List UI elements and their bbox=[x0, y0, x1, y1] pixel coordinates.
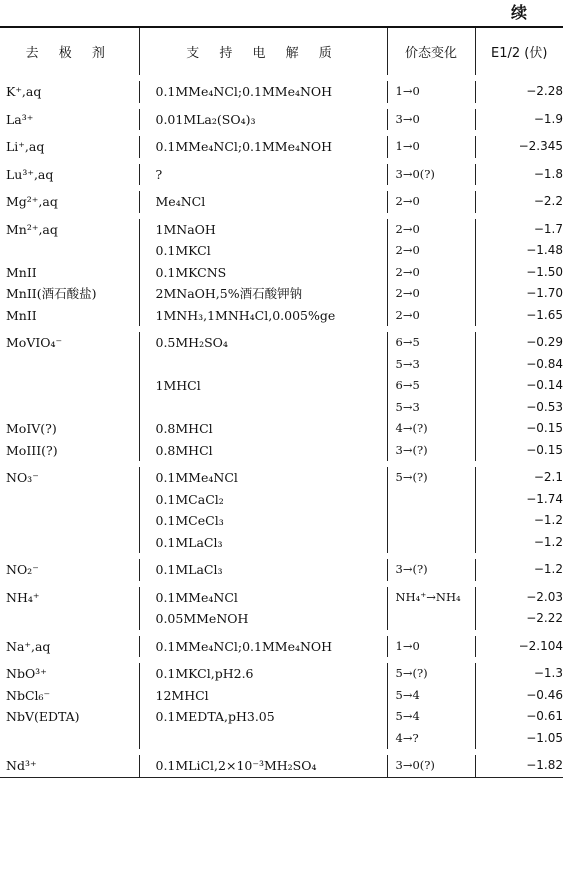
depolarizer-line: NO₂⁻ bbox=[6, 562, 39, 577]
cell-depolarizer bbox=[0, 188, 139, 216]
electrolyte-line: 0.1MLaCl₃ bbox=[155, 562, 223, 577]
cell-depolarizer bbox=[0, 584, 139, 633]
cell-e-half bbox=[475, 188, 563, 216]
depolarizer-line: MoIII(?) bbox=[6, 442, 58, 458]
electrolyte-line bbox=[156, 354, 387, 376]
cell-e-half bbox=[475, 633, 563, 661]
cell-electrolyte bbox=[139, 660, 387, 752]
valence-line: 2→0 bbox=[395, 221, 420, 236]
e-half-line: −0.15 bbox=[526, 442, 563, 457]
cell-valence bbox=[387, 161, 475, 189]
table-row bbox=[0, 660, 563, 752]
table-row bbox=[0, 106, 563, 134]
cell-depolarizer bbox=[0, 556, 139, 584]
valence-line: 4→? bbox=[395, 730, 419, 745]
valence-line: 2→0 bbox=[395, 194, 420, 208]
valence-line: 3→0(?) bbox=[395, 758, 435, 772]
e-half-line: −1.2 bbox=[533, 562, 563, 576]
electrolyte-line: 0.1MMe₄NCl bbox=[155, 589, 238, 605]
valence-line: 1→0 bbox=[395, 84, 420, 98]
table-row bbox=[0, 584, 563, 633]
valence-line: 6→5 bbox=[395, 378, 420, 392]
cell-valence bbox=[387, 584, 475, 633]
electrolyte-line: 0.5MH₂SO₄ bbox=[155, 335, 228, 350]
electrolyte-line: 0.1MEDTA,pH3.05 bbox=[155, 709, 275, 724]
electrolyte-line: 1MHCl bbox=[155, 378, 201, 393]
table-row-group bbox=[0, 633, 563, 661]
valence-line: 5→3 bbox=[395, 356, 420, 371]
depolarizer-line: Li⁺,aq bbox=[6, 139, 45, 154]
depolarizer-line: La³⁺ bbox=[6, 111, 34, 127]
table-row bbox=[0, 78, 563, 106]
cell-valence bbox=[387, 188, 475, 216]
table-row-group bbox=[0, 464, 563, 556]
e-half-line: −0.84 bbox=[526, 356, 563, 371]
table-row-group bbox=[0, 133, 563, 161]
electrolyte-line: 0.1MMe₄NCl;0.1MMe₄NOH bbox=[155, 84, 333, 99]
electrolyte-line: 0.1MCeCl₃ bbox=[155, 513, 224, 528]
e-half-line: −1.50 bbox=[526, 264, 563, 279]
valence-line: 3→(?) bbox=[395, 442, 428, 457]
valence-line: 4→(?) bbox=[395, 421, 428, 435]
valence-line: NH₄⁺→NH₄ bbox=[395, 589, 461, 604]
cell-depolarizer bbox=[0, 161, 139, 189]
table-row-group bbox=[0, 188, 563, 216]
depolarizer-line: Nd³⁺ bbox=[6, 758, 37, 773]
electrolyte-line: 0.1MMe₄NCl;0.1MMe₄NOH bbox=[155, 139, 333, 154]
depolarizer-line: Lu³⁺,aq bbox=[6, 166, 54, 182]
depolarizer-line: MnII bbox=[6, 307, 37, 323]
e-half-line: −2.28 bbox=[526, 84, 563, 98]
table-row-group bbox=[0, 216, 563, 330]
table-row bbox=[0, 133, 563, 161]
cell-depolarizer bbox=[0, 660, 139, 752]
cell-depolarizer bbox=[0, 106, 139, 134]
cell-valence bbox=[387, 133, 475, 161]
table-row bbox=[0, 161, 563, 189]
header-depolarizer: 去 极 剂 bbox=[0, 27, 139, 78]
cell-e-half bbox=[475, 660, 563, 752]
depolarizer-line bbox=[6, 354, 139, 376]
e-half-line: −2.104 bbox=[518, 638, 563, 653]
e-half-line: −0.14 bbox=[526, 378, 563, 392]
table-row bbox=[0, 329, 563, 464]
cell-depolarizer bbox=[0, 78, 139, 106]
table-row bbox=[0, 633, 563, 661]
valence-line: 2→0 bbox=[395, 243, 420, 257]
electrolyte-line: ? bbox=[155, 166, 163, 182]
valence-line: 1→0 bbox=[395, 139, 420, 153]
table-row-group bbox=[0, 584, 563, 633]
e-half-line: −1.74 bbox=[526, 491, 563, 506]
valence-line: 5→3 bbox=[395, 399, 420, 414]
valence-line: 3→(?) bbox=[395, 562, 428, 576]
table-row bbox=[0, 752, 563, 777]
header-electrolyte: 支 持 电 解 质 bbox=[139, 27, 387, 78]
e-half-line: −1.3 bbox=[533, 666, 563, 680]
depolarizer-line bbox=[6, 240, 139, 262]
table-row bbox=[0, 216, 563, 330]
cell-electrolyte bbox=[139, 133, 387, 161]
cell-e-half bbox=[475, 464, 563, 556]
depolarizer-line: MoVIO₄⁻ bbox=[6, 335, 63, 350]
table-row bbox=[0, 188, 563, 216]
valence-line: 3→0(?) bbox=[395, 166, 435, 181]
electrolyte-line: 0.05MMeNOH bbox=[155, 611, 249, 626]
e-half-line: −1.8 bbox=[533, 166, 563, 181]
electrolyte-line: 0.8MHCl bbox=[155, 442, 213, 458]
depolarizer-line: NO₃⁻ bbox=[6, 470, 39, 485]
valence-line: 5→(?) bbox=[395, 470, 428, 484]
e-half-line: −0.15 bbox=[526, 421, 563, 435]
electrolyte-line bbox=[156, 397, 387, 419]
cell-e-half bbox=[475, 161, 563, 189]
depolarizer-line: NbCl₆⁻ bbox=[6, 687, 51, 703]
cell-e-half bbox=[475, 78, 563, 106]
cell-valence bbox=[387, 106, 475, 134]
cell-valence bbox=[387, 329, 475, 464]
e-half-line: −1.05 bbox=[526, 730, 563, 745]
depolarizer-line: Mn²⁺,aq bbox=[6, 221, 58, 237]
cell-electrolyte bbox=[139, 752, 387, 777]
cell-depolarizer bbox=[0, 752, 139, 777]
electrolyte-line: 0.1MKCl,pH2.6 bbox=[155, 666, 254, 681]
electrolyte-line: 0.1MLaCl₃ bbox=[155, 534, 223, 550]
depolarizer-line: Mg²⁺,aq bbox=[6, 194, 58, 209]
electrolyte-line: Me₄NCl bbox=[155, 194, 206, 209]
depolarizer-line: NbV(EDTA) bbox=[6, 709, 80, 724]
valence-line: 5→4 bbox=[395, 709, 420, 723]
electrolyte-line: 0.01MLa₂(SO₄)₃ bbox=[155, 111, 256, 127]
cell-electrolyte bbox=[139, 188, 387, 216]
cell-e-half bbox=[475, 329, 563, 464]
header-e-half: E1/2 (伏) bbox=[475, 27, 563, 78]
depolarizer-line: MoIV(?) bbox=[6, 421, 57, 436]
electrolyte-line: 1MNaOH bbox=[155, 221, 216, 237]
cell-valence bbox=[387, 78, 475, 106]
cell-e-half bbox=[475, 216, 563, 330]
e-half-line: −1.2 bbox=[533, 534, 563, 549]
valence-line: 3→0 bbox=[395, 111, 420, 126]
cell-e-half bbox=[475, 556, 563, 584]
table-row-group bbox=[0, 78, 563, 106]
cell-e-half bbox=[475, 752, 563, 777]
electrolyte-line: 0.1MKCl bbox=[155, 243, 211, 258]
e-half-line: −1.82 bbox=[526, 758, 563, 772]
cell-valence bbox=[387, 464, 475, 556]
continued-label: 续 bbox=[511, 3, 528, 22]
valence-line: 5→(?) bbox=[395, 666, 428, 680]
table-row-group bbox=[0, 752, 563, 777]
cell-depolarizer bbox=[0, 633, 139, 661]
cell-electrolyte bbox=[139, 106, 387, 134]
table-row-group bbox=[0, 556, 563, 584]
cell-valence bbox=[387, 752, 475, 777]
depolarizer-line: NH₄⁺ bbox=[6, 589, 40, 605]
e-half-line: −2.03 bbox=[526, 589, 563, 604]
e-half-line: −2.2 bbox=[533, 194, 563, 208]
header-valence: 价态变化 bbox=[387, 27, 475, 78]
e-half-line: −2.345 bbox=[518, 139, 563, 153]
e-half-line: −2.22 bbox=[526, 611, 563, 625]
depolarizer-line: MnII(酒石酸盐) bbox=[6, 286, 97, 301]
valence-line: 2→0 bbox=[395, 307, 420, 322]
e-half-line: −1.70 bbox=[526, 286, 563, 300]
valence-line: 2→0 bbox=[395, 264, 420, 279]
electrolyte-line: 0.1MMe₄NCl bbox=[155, 470, 238, 485]
table-row bbox=[0, 464, 563, 556]
cell-electrolyte bbox=[139, 556, 387, 584]
e-half-line: −2.1 bbox=[533, 470, 563, 484]
e-half-line: −1.65 bbox=[526, 307, 563, 322]
cell-electrolyte bbox=[139, 329, 387, 464]
cell-valence bbox=[387, 556, 475, 584]
e-half-line: −1.7 bbox=[533, 221, 563, 236]
cell-electrolyte bbox=[139, 464, 387, 556]
cell-valence bbox=[387, 660, 475, 752]
cell-electrolyte bbox=[139, 78, 387, 106]
e-half-line: −0.53 bbox=[526, 399, 563, 414]
valence-line: 6→5 bbox=[395, 335, 420, 349]
cell-depolarizer bbox=[0, 464, 139, 556]
depolarizer-line: K⁺,aq bbox=[6, 84, 42, 99]
table-row bbox=[0, 556, 563, 584]
cell-e-half bbox=[475, 133, 563, 161]
polarography-table bbox=[0, 26, 563, 778]
e-half-line: −1.2 bbox=[533, 513, 563, 527]
valence-line: 1→0 bbox=[395, 638, 420, 653]
cell-electrolyte bbox=[139, 633, 387, 661]
electrolyte-line: 0.1MLiCl,2×10⁻³MH₂SO₄ bbox=[155, 758, 317, 773]
table-row-group bbox=[0, 329, 563, 464]
cell-e-half bbox=[475, 584, 563, 633]
electrolyte-line: 0.8MHCl bbox=[155, 421, 213, 436]
cell-valence bbox=[387, 216, 475, 330]
e-half-line: −0.46 bbox=[526, 687, 563, 702]
table-header bbox=[0, 27, 563, 78]
cell-electrolyte bbox=[139, 216, 387, 330]
cell-depolarizer bbox=[0, 329, 139, 464]
depolarizer-line bbox=[6, 397, 139, 419]
electrolyte-line: 0.1MCaCl₂ bbox=[155, 491, 224, 507]
valence-line: 5→4 bbox=[395, 687, 420, 702]
e-half-line: −0.61 bbox=[526, 709, 563, 723]
depolarizer-line: Na⁺,aq bbox=[6, 638, 51, 654]
e-half-line: −1.9 bbox=[533, 111, 563, 126]
table-row-group bbox=[0, 660, 563, 752]
cell-e-half bbox=[475, 106, 563, 134]
cell-depolarizer bbox=[0, 216, 139, 330]
depolarizer-line bbox=[6, 375, 139, 397]
table-row-group bbox=[0, 161, 563, 189]
e-half-line: −0.29 bbox=[526, 335, 563, 349]
valence-line: 2→0 bbox=[395, 286, 420, 300]
electrolyte-line: 1MNH₃,1MNH₄Cl,0.005%ge bbox=[155, 307, 336, 323]
electrolyte-line: 0.1MMe₄NCl;0.1MMe₄NOH bbox=[155, 638, 333, 654]
depolarizer-line: MnII bbox=[6, 264, 37, 280]
table-row-group bbox=[0, 106, 563, 134]
electrolyte-line: 2MNaOH,5%酒石酸钾钠 bbox=[155, 286, 303, 301]
cell-depolarizer bbox=[0, 133, 139, 161]
e-half-line: −1.48 bbox=[526, 243, 563, 257]
electrolyte-line: 12MHCl bbox=[155, 687, 209, 703]
cell-electrolyte bbox=[139, 584, 387, 633]
depolarizer-line: NbO³⁺ bbox=[6, 666, 47, 681]
cell-valence bbox=[387, 633, 475, 661]
electrolyte-line: 0.1MKCNS bbox=[155, 264, 227, 280]
cell-electrolyte bbox=[139, 161, 387, 189]
